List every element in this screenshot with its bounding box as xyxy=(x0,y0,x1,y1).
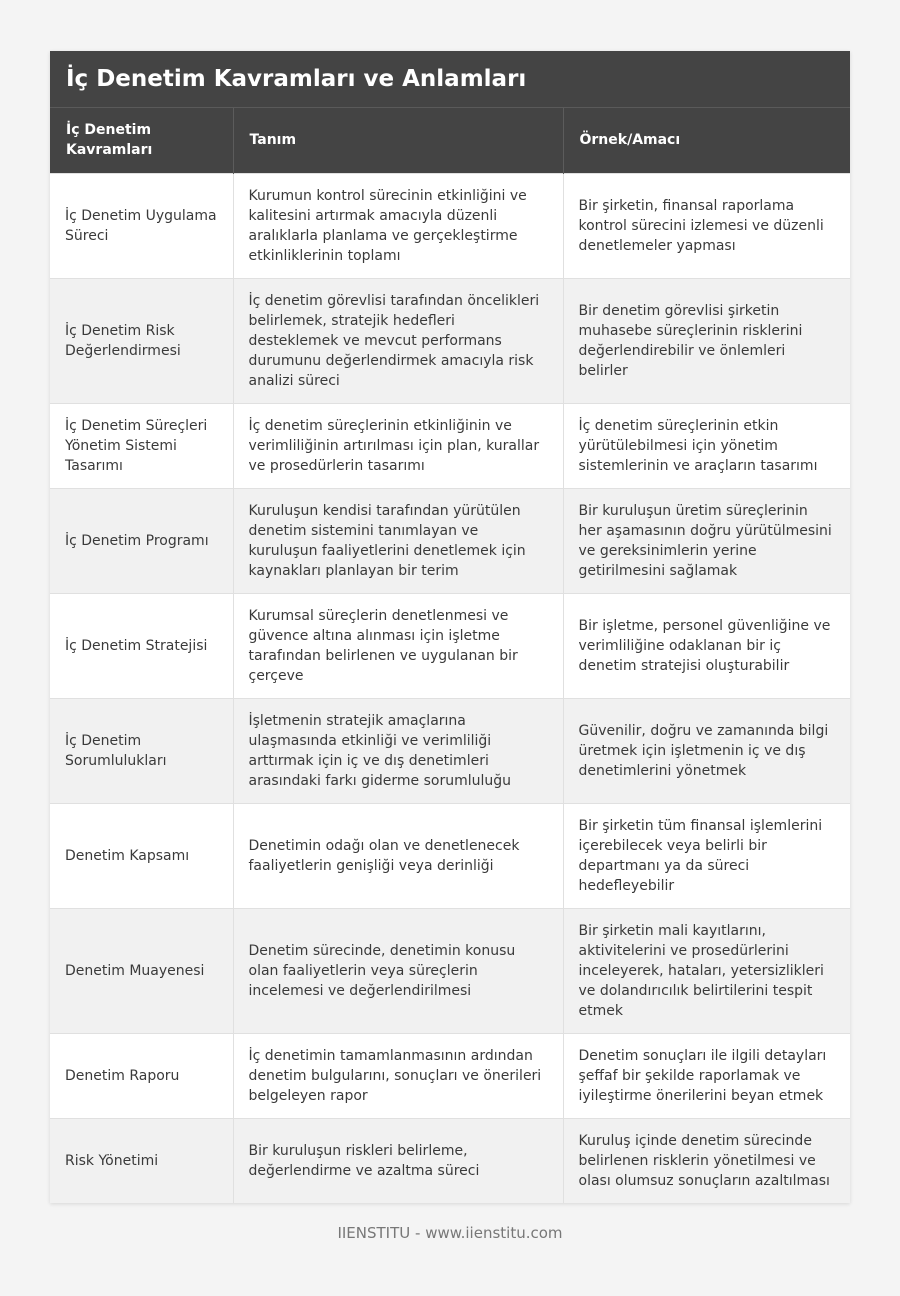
table-row xyxy=(50,1118,850,1203)
term-cell: İç Denetim Stratejisi xyxy=(50,593,233,698)
column-header-term: İç Denetim Kavramları xyxy=(50,108,233,173)
definition-cell: Denetim sürecinde, denetimin konusu olan faaliyetlerin veya süreçlerin incelemesi ve değerlendirilmesi xyxy=(233,908,563,1033)
table-row xyxy=(50,908,850,1033)
example-cell: Denetim sonuçları ile ilgili detayları şeffaf bir şekilde raporlamak ve iyileştirme önerilerini beyan etmek xyxy=(563,1033,850,1118)
definition-cell: Bir kuruluşun riskleri belirleme, değerlendirme ve azaltma süreci xyxy=(233,1118,563,1203)
example-cell: Güvenilir, doğru ve zamanında bilgi üretmek için işletmenin iç ve dış denetimlerini yönetmek xyxy=(563,698,850,803)
table-row xyxy=(50,1033,850,1118)
example-cell: Bir şirketin, finansal raporlama kontrol sürecini izlemesi ve düzenli denetlemeler yapması xyxy=(563,173,850,278)
table-row xyxy=(50,803,850,908)
term-cell: İç Denetim Sorumlulukları xyxy=(50,698,233,803)
definition-cell: Kurumsal süreçlerin denetlenmesi ve güvence altına alınması için işletme tarafından belirlenen ve uygulanan bir çerçeve xyxy=(233,593,563,698)
term-cell: Denetim Muayenesi xyxy=(50,908,233,1033)
definition-cell: Denetimin odağı olan ve denetlenecek faaliyetlerin genişliği veya derinliği xyxy=(233,803,563,908)
table-row xyxy=(50,173,850,278)
definition-cell: İç denetim görevlisi tarafından öncelikleri belirlemek, stratejik hedefleri desteklemek ve mevcut performans durumunu değerlendirmek amacıyla risk analizi süreci xyxy=(233,278,563,403)
term-cell: İç Denetim Uygulama Süreci xyxy=(50,173,233,278)
term-cell: Denetim Raporu xyxy=(50,1033,233,1118)
example-cell: Bir kuruluşun üretim süreçlerinin her aşamasının doğru yürütülmesini ve gereksinimlerin yerine getirilmesini sağlamak xyxy=(563,488,850,593)
table-header xyxy=(50,108,850,173)
definition-cell: İç denetimin tamamlanmasının ardından denetim bulgularını, sonuçları ve önerileri belgeleyen rapor xyxy=(233,1033,563,1118)
term-cell: Denetim Kapsamı xyxy=(50,803,233,908)
column-header-definition: Tanım xyxy=(233,108,563,173)
example-cell: İç denetim süreçlerinin etkin yürütülebilmesi için yönetim sistemlerinin ve araçların tasarımı xyxy=(563,403,850,488)
term-cell: İç Denetim Programı xyxy=(50,488,233,593)
definition-cell: İşletmenin stratejik amaçlarına ulaşmasında etkinliği ve verimliliği arttırmak için iç ve dış denetimleri arasındaki farkı giderme sorumluluğu xyxy=(233,698,563,803)
definition-cell: İç denetim süreçlerinin etkinliğinin ve verimliliğinin artırılması için plan, kurallar ve prosedürlerin tasarımı xyxy=(233,403,563,488)
term-cell: Risk Yönetimi xyxy=(50,1118,233,1203)
table-row xyxy=(50,403,850,488)
table-row xyxy=(50,488,850,593)
footer-credit: IIENSTITU - www.iienstitu.com xyxy=(337,1224,563,1242)
column-header-example: Örnek/Amacı xyxy=(563,108,850,173)
term-cell: İç Denetim Risk Değerlendirmesi xyxy=(50,278,233,403)
term-cell: İç Denetim Süreçleri Yönetim Sistemi Tasarımı xyxy=(50,403,233,488)
table-body xyxy=(50,173,850,1203)
table-row xyxy=(50,278,850,403)
definition-cell: Kuruluşun kendisi tarafından yürütülen denetim sistemini tanımlayan ve kuruluşun faaliyetlerini denetlemek için kaynakları planlayan bir terim xyxy=(233,488,563,593)
table-row xyxy=(50,698,850,803)
table-row xyxy=(50,593,850,698)
concepts-table xyxy=(50,108,850,1203)
example-cell: Bir şirketin mali kayıtlarını, aktivitelerini ve prosedürlerini inceleyerek, hataları, yetersizlikleri ve dolandırıcılık belirtilerini tespit etmek xyxy=(563,908,850,1033)
concepts-table-card xyxy=(50,51,850,1203)
example-cell: Kuruluş içinde denetim sürecinde belirlenen risklerin yönetilmesi ve olası olumsuz sonuçların azaltılması xyxy=(563,1118,850,1203)
example-cell: Bir denetim görevlisi şirketin muhasebe süreçlerinin risklerini değerlendirebilir ve önlemleri belirler xyxy=(563,278,850,403)
definition-cell: Kurumun kontrol sürecinin etkinliğini ve kalitesini artırmak amacıyla düzenli aralıklarla planlama ve gerçekleştirme etkinliklerinin toplamı xyxy=(233,173,563,278)
table-title: İç Denetim Kavramları ve Anlamları xyxy=(50,51,850,108)
example-cell: Bir şirketin tüm finansal işlemlerini içerebilecek veya belirli bir departmanı ya da süreci hedefleyebilir xyxy=(563,803,850,908)
header-row xyxy=(50,108,850,173)
example-cell: Bir işletme, personel güvenliğine ve verimliliğine odaklanan bir iç denetim stratejisi oluşturabilir xyxy=(563,593,850,698)
